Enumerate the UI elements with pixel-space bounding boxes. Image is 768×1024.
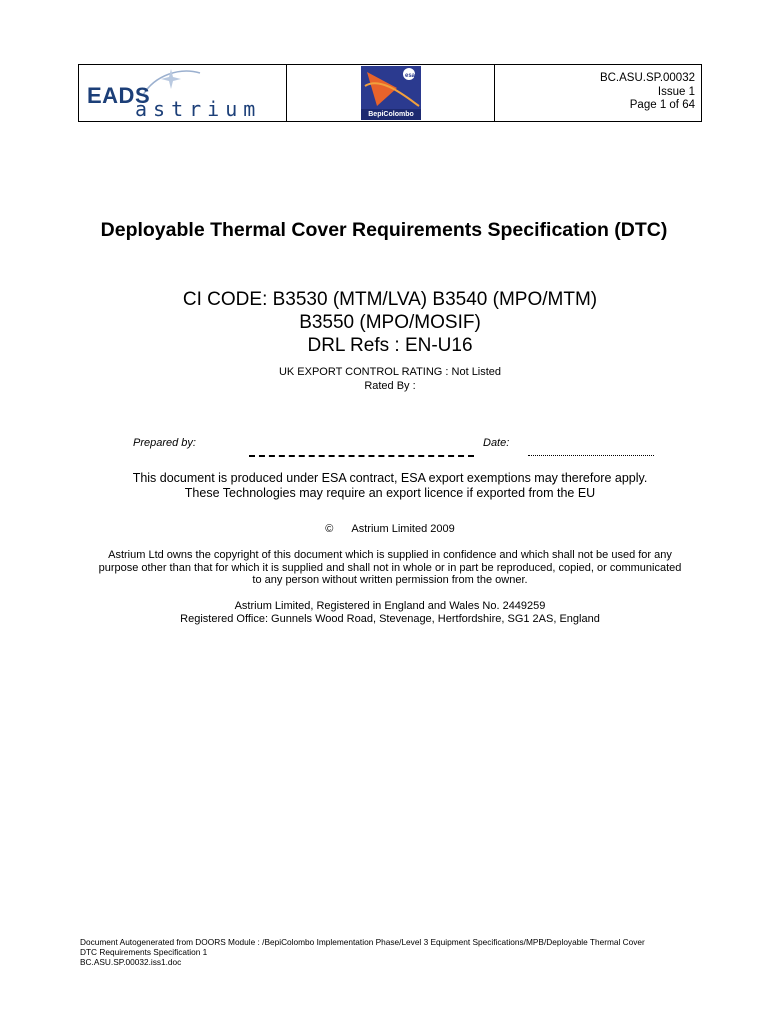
doc-page-number: Page 1 of 64 <box>629 99 695 111</box>
eads-astrium-logo-cell <box>79 65 287 121</box>
ci-code-line-2: B3550 (MPO/MOSIF) <box>299 312 481 333</box>
prepared-by-signature-line <box>249 455 474 457</box>
ownership-notice <box>76 549 704 587</box>
ownership-line-1: Astrium Ltd owns the copyright of this document which is supplied in confidence and which shall not be used for any <box>108 549 672 561</box>
rated-by: Rated By : <box>364 379 416 392</box>
bepicolombo-emblem-icon <box>361 66 421 110</box>
footer-line-2: DTC Requirements Specification 1 <box>80 947 208 957</box>
esa-contract-notice <box>0 471 768 501</box>
ci-code-block <box>0 288 768 357</box>
doc-issue: Issue 1 <box>657 85 695 98</box>
registration-block <box>0 600 768 625</box>
registration-line-1: Astrium Limited, Registered in England and Wales No. 2449259 <box>234 600 546 612</box>
esa-badge: esa <box>405 73 416 79</box>
copyright-text: Astrium Limited 2009 <box>351 523 455 535</box>
footer-line-1: Document Autogenerated from DOORS Module : /BepiColombo Implementation Phase/Level 3 Equipment Specifications/MPB/Deployable Thermal Cover <box>80 937 645 947</box>
prepared-by-label: Prepared by: <box>133 437 196 449</box>
copyright-symbol: © <box>325 523 334 535</box>
export-control-rating: UK EXPORT CONTROL RATING : Not Listed <box>278 366 502 378</box>
ownership-line-2: purpose other than that for which it is supplied and shall not in whole or in part be reproduced, copied, or communicated <box>98 561 682 574</box>
bepicolombo-logo <box>361 66 421 120</box>
page-footer <box>80 937 710 967</box>
footer-line-3: BC.ASU.SP.00032.iss1.doc <box>80 957 182 967</box>
ownership-line-3: to any person without written permission from the owner. <box>252 574 528 586</box>
date-signature-line <box>528 455 654 456</box>
bepicolombo-caption: BepiColombo <box>361 109 421 120</box>
eads-logo-text: EADS <box>87 83 151 108</box>
document-title: Deployable Thermal Cover Requirements Specification (DTC) <box>100 219 668 241</box>
esa-notice-line-1: This document is produced under ESA contract, ESA export exemptions may therefore apply. <box>132 471 648 485</box>
esa-notice-line-2: These Technologies may require an export licence if exported from the EU <box>184 486 596 500</box>
ci-code-line-1: CI CODE: B3530 (MTM/LVA) B3540 (MPO/MTM) <box>182 289 598 310</box>
astrium-logo-text: astrium <box>135 97 262 121</box>
header-table <box>78 64 702 122</box>
registration-line-2: Registered Office: Gunnels Wood Road, Stevenage, Hertfordshire, SG1 2AS, England <box>180 612 600 625</box>
date-label: Date: <box>483 437 510 449</box>
bepicolombo-logo-cell <box>287 65 495 121</box>
doc-ref-number: BC.ASU.SP.00032 <box>599 72 695 84</box>
document-reference-cell <box>495 65 701 121</box>
copyright-line <box>0 523 768 535</box>
drl-refs-line: DRL Refs : EN-U16 <box>307 335 473 356</box>
export-control-block <box>0 366 768 393</box>
